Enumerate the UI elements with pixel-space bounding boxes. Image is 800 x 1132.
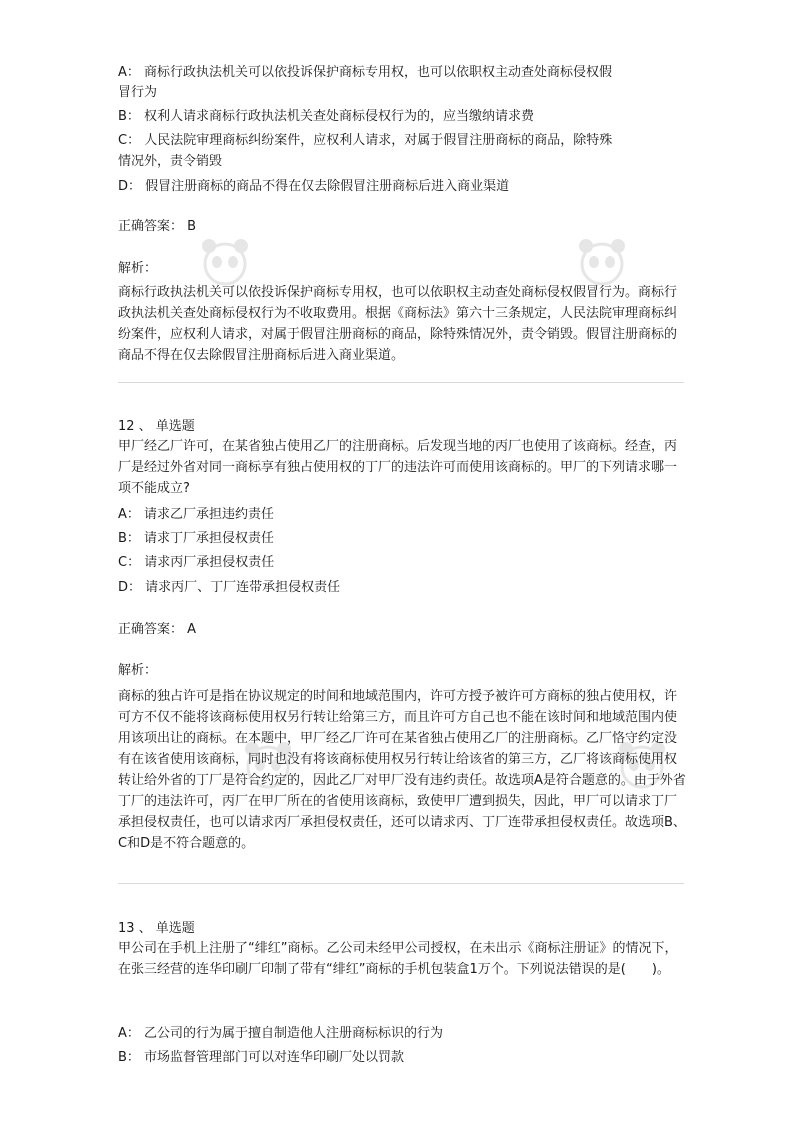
q13-option-a: A： 乙公司的行为属于擅自制造他人注册商标标识的行为 bbox=[118, 1026, 444, 1041]
separator bbox=[118, 382, 684, 383]
q12-option-b: B： 请求丁厂承担侵权责任 bbox=[118, 531, 275, 546]
separator bbox=[118, 883, 684, 884]
q11-option-b: B： 权利人请求商标行政执法机关查处商标侵权行为的，应当缴纳请求费 bbox=[118, 109, 535, 124]
q12-stem: 甲厂经乙厂许可，在某省独占使用乙厂的注册商标。后发现当地的丙厂也使用了该商标。经查，丙厂是经过外省对同一商标享有独占使用权的丁厂的违法许可而使用该商标的。甲厂的下列请求哪一项不能成立? bbox=[118, 439, 678, 496]
q11-analysis: 商标行政执法机关可以依投诉保护商标专用权，也可以依职权主动查处商标侵权假冒行为。商标行政执法机关查处商标侵权行为不收取费用。根据《商标法》第六十三条规定，人民法院审理商标纠纷案件，应权利人请求，对属于假冒注册商标的商品，除特殊情况外，责令销毁。假冒注册商标的商品不得在仅去除假冒注册商标后进入商业渠道。 bbox=[118, 285, 678, 363]
q11-option-a-cont: 冒行为 bbox=[118, 85, 158, 100]
q11-option-a: A： 商标行政执法机关可以依投诉保护商标专用权，也可以依职权主动查处商标侵权假 bbox=[118, 65, 613, 80]
q12-analysis: 商标的独占许可是指在协议规定的时间和地域范围内，许可方授予被许可方商标的独占使用权，许可方不仅不能将该商标使用权另行转让给第三方，而且许可方自己也不能在该时间和地域范围内使用该项出让的商标。在本题中，甲厂经乙厂许可在某省独占使用乙厂的注册商标。乙厂恪守约定没有在该省使用该商标，同时也没有将该商标使用权另行转让给该省的第三方，乙厂将该商标使用权转让给外省的丁厂是符合约定的，因此乙厂对甲厂没有违约责任。故选项A是符合题意的。由于外省丁厂的违法许可，丙厂在甲厂所在的省使用该商标，致使甲厂遭到损失，因此，甲厂可以请求丁厂承担侵权责任，也可以请求丙厂承担侵权责任，还可以请求丙、丁厂连带承担侵权责任。故选项B、C和D是不符合题意的。 bbox=[118, 689, 686, 851]
q12-analysis-label: 解析： bbox=[118, 663, 158, 678]
q13-option-b: B： 市场监督管理部门可以对连华印刷厂处以罚款 bbox=[118, 1050, 405, 1065]
q12-option-d: D： 请求丙厂、丁厂连带承担侵权责任 bbox=[118, 580, 341, 595]
q13-header: 13 、 单选题 bbox=[118, 921, 195, 936]
q11-option-c: C： 人民法院审理商标纠纷案件，应权利人请求，对属于假冒注册商标的商品，除特殊 bbox=[118, 133, 613, 148]
q12-option-c: C： 请求丙厂承担侵权责任 bbox=[118, 555, 275, 570]
q12-answer: 正确答案： A bbox=[118, 622, 197, 637]
q12-option-a: A： 请求乙厂承担违约责任 bbox=[118, 507, 275, 522]
q11-option-d: D： 假冒注册商标的商品不得在仅去除假冒注册商标后进入商业渠道 bbox=[118, 179, 510, 194]
q12-header: 12 、 单选题 bbox=[118, 419, 195, 434]
q11-analysis-label: 解析： bbox=[118, 261, 158, 276]
q11-option-c-cont: 情况外，责令销毁 bbox=[118, 154, 223, 169]
q11-answer: 正确答案： B bbox=[118, 219, 197, 234]
q13-stem: 甲公司在手机上注册了“绯红”商标。乙公司未经甲公司授权，在未出示《商标注册证》的情况下，在张三经营的连华印刷厂印制了带有“绯红”商标的手机包装盒1万个。下列说法错误的是( )。 bbox=[118, 941, 678, 977]
